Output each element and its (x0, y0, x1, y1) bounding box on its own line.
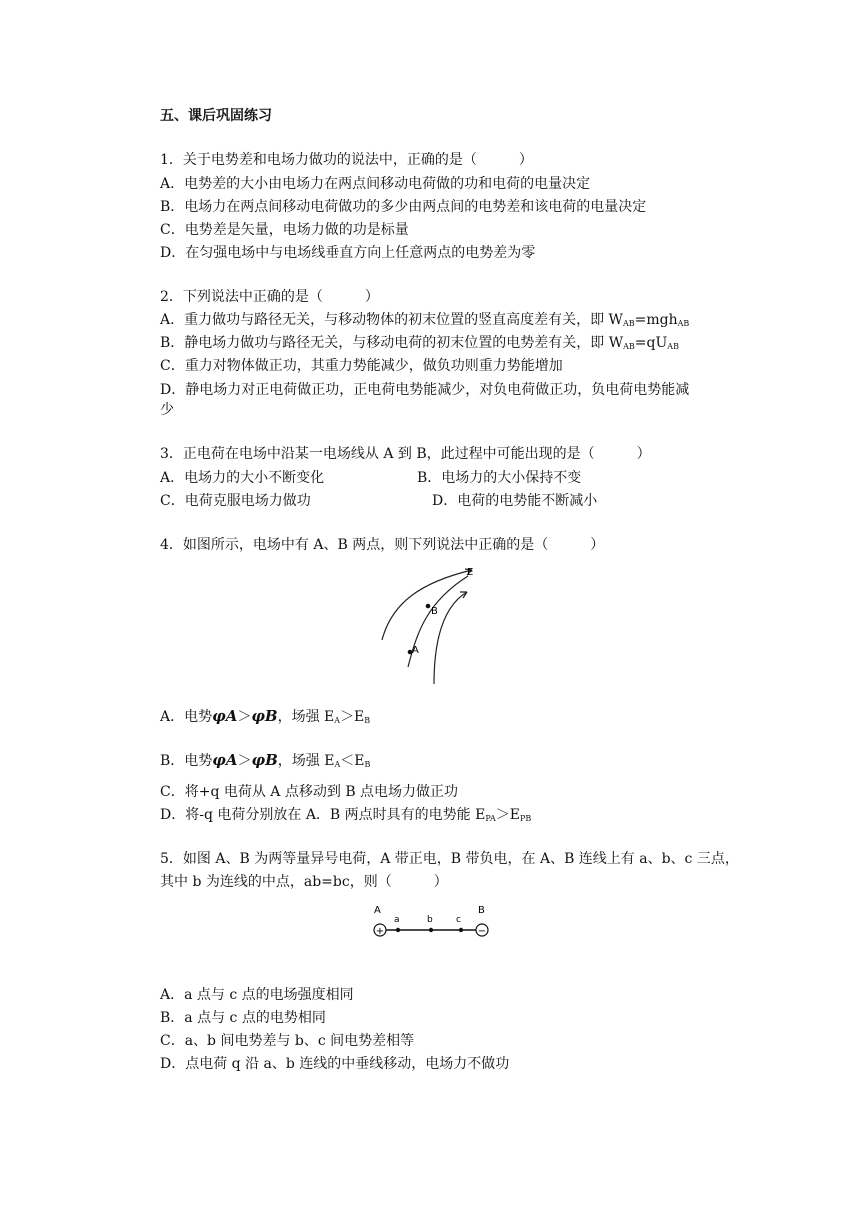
label-charge-b: B (478, 905, 485, 916)
q5-stem-line1: 5．如图 A、B 为两等量异号电荷，A 带正电，B 带负电，在 A、B 连线上有 a、b、c 三点， (160, 851, 739, 867)
q5-option-d: D．点电荷 q 沿 a、b 连线的中垂线移动，电场力不做功 (160, 1056, 510, 1072)
minus-sign: − (477, 926, 487, 937)
label-b-small: b (427, 915, 433, 925)
q2-option-b: B．静电场力做功与路径无关，与移动电荷的初末位置的电势差有关，即 $W_{AB}=qU_{AB}$ (160, 335, 679, 351)
q4-stem: 4．如图所示，电场中有 A、B 两点，则下列说法中正确的是（ ） (160, 537, 605, 553)
q1-stem: 1．关于电势差和电场力做功的说法中，正确的是（ ） (160, 152, 533, 168)
q3-stem: 3．正电荷在电场中沿某一电场线从 A 到 B，此过程中可能出现的是（ ） (160, 446, 651, 462)
q5-stem-line2: 其中 b 为连线的中点，ab=bc，则（ ） (160, 874, 448, 890)
phi-a-symbol: φA (212, 707, 238, 725)
label-charge-a: A (374, 905, 381, 916)
q1-option-b: B．电场力在两点间移动电荷做功的多少由两点间的电势差和该电荷的电量决定 (160, 199, 647, 215)
q3-option-d: D．电荷的电势能不断减小 (432, 493, 598, 509)
field-line-right (434, 592, 467, 684)
q2-option-c: C．重力对物体做正功，其重力势能减少，做负功则重力势能增加 (160, 358, 563, 374)
q4-option-b: B．电势φA＞φB，场强 $E_A<E_B$ (160, 751, 371, 769)
point-c-small (459, 928, 463, 932)
q4-option-d: D．将-q 电荷分别放在 A．B 两点时具有的电势能 $E_{PA}>E_{PB}$ (160, 807, 532, 823)
phi-a-symbol: φA (212, 751, 238, 769)
point-a-small (396, 928, 400, 932)
q3-option-c: C．电荷克服电场力做功 (160, 493, 311, 509)
plus-sign: + (375, 926, 385, 937)
phi-b-symbol: φB (251, 707, 278, 725)
label-a: A (412, 645, 419, 656)
q5-option-b: B．a 点与 c 点的电势相同 (160, 1010, 326, 1026)
q4-option-a: A．电势φA＞φB，场强 $E_A>E_B$ (160, 707, 371, 725)
label-b: B (431, 606, 438, 617)
q2-option-d-line2: 少 (160, 402, 174, 418)
q1-option-d: D．在匀强电场中与电场线垂直方向上任意两点的电势差为零 (160, 245, 536, 261)
q3-option-b: B．电场力的大小保持不变 (417, 470, 582, 486)
q4-field-lines-figure (372, 562, 492, 687)
q2-option-d-line1: D．静电场力对正电荷做正功，正电荷电势能减少，对负电荷做正功，负电荷电势能减 (160, 382, 690, 398)
q2-option-a: A．重力做功与路径无关，与移动物体的初末位置的竖直高度差有关，即 $W_{AB}=mgh_{AB}$ (160, 312, 690, 328)
point-b-small (429, 928, 433, 932)
q4-option-c: C．将+q 电荷从 A 点移动到 B 点电场力做正功 (160, 784, 459, 800)
label-a-small: a (394, 915, 400, 925)
label-e: E (467, 567, 474, 578)
q1-option-a: A．电势差的大小由电场力在两点间移动电荷做的功和电荷的电量决定 (160, 176, 591, 192)
q5-option-c: C．a、b 间电势差与 b、c 间电势差相等 (160, 1033, 415, 1049)
label-c-small: c (456, 915, 461, 925)
q2-stem: 2．下列说法中正确的是（ ） (160, 289, 379, 305)
phi-b-symbol: φB (251, 751, 278, 769)
section-title: 五、课后巩固练习 (160, 108, 272, 124)
q3-option-a: A．电场力的大小不断变化 (160, 470, 325, 486)
point-b (426, 604, 431, 609)
q1-option-c: C．电势差是矢量，电场力做的功是标量 (160, 222, 409, 238)
q5-charges-figure (368, 900, 498, 942)
q5-option-a: A．a 点与 c 点的电场强度相同 (160, 987, 354, 1003)
